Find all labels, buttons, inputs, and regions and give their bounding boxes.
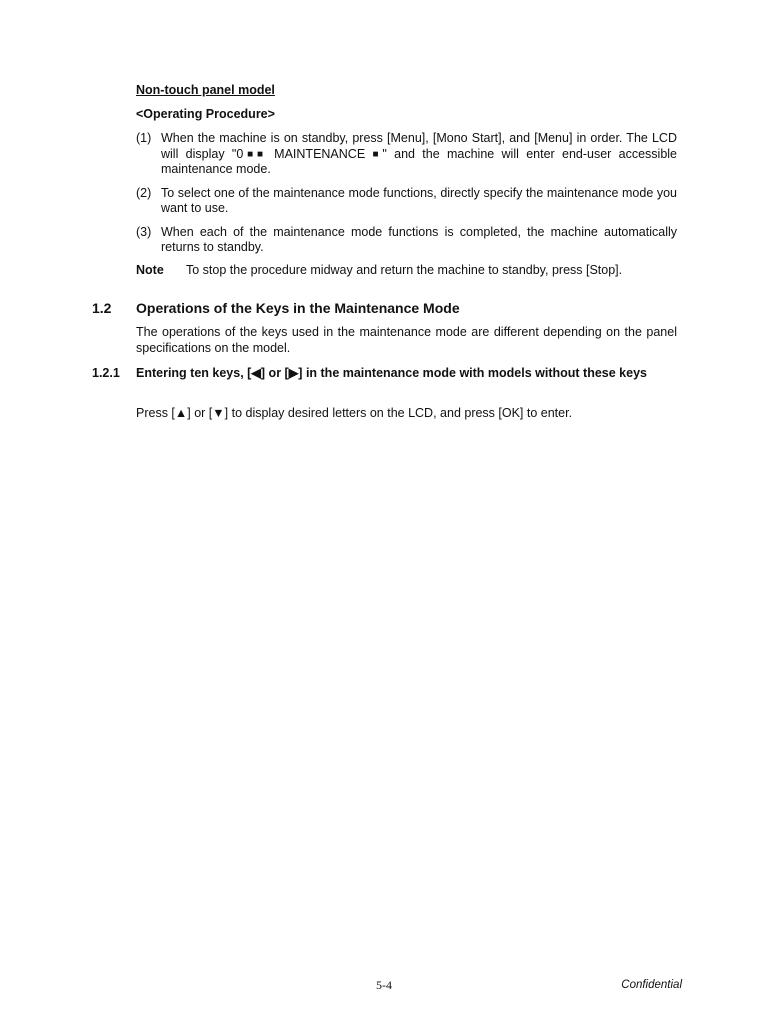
note — [136, 263, 677, 277]
page-number: 5-4 — [376, 978, 392, 992]
subsection-title: Entering ten keys, [◀] or [▶] in the maintenance mode with models without these keys — [136, 366, 647, 380]
section-body: The operations of the keys used in the maintenance mode are different depending on the panel specifications on the model. — [136, 325, 677, 355]
confidential-label: Confidential — [621, 979, 682, 991]
section-title: Operations of the Keys in the Maintenance Mode — [136, 300, 460, 316]
step-text: To select one of the maintenance mode functions, directly specify the maintenance mode you want to use. — [161, 185, 677, 215]
procedure-steps — [136, 131, 677, 264]
note-text: To stop the procedure midway and return the machine to standby, press [Stop]. — [186, 263, 623, 277]
note-label: Note — [136, 263, 164, 277]
square-glyphs: ■■ — [243, 148, 267, 160]
step-item — [136, 225, 677, 256]
subsection-body: Press [▲] or [▼] to display desired letters on the LCD, and press [OK] to enter. — [136, 406, 573, 420]
square-glyph: ■ — [372, 148, 383, 160]
step-number: (3) — [136, 224, 152, 239]
step-item — [136, 131, 677, 178]
step-text: When the machine is on standby, press [Menu], [Mono Start], and [Menu] in order. The LCD will display "0■■ MAINTENANCE ■" and the machine will enter end-user accessible maintenance mode. — [161, 131, 677, 176]
subheading: Non-touch panel model — [136, 83, 275, 97]
procedure-heading: <Operating Procedure> — [136, 107, 275, 121]
section-number: 1.2 — [92, 300, 112, 316]
step-text: When each of the maintenance mode functions is completed, the machine automatically returns to standby. — [161, 224, 677, 254]
step-number: (2) — [136, 185, 152, 200]
step-item — [136, 186, 677, 217]
step-number: (1) — [136, 131, 152, 145]
subsection-number: 1.2.1 — [92, 366, 120, 380]
